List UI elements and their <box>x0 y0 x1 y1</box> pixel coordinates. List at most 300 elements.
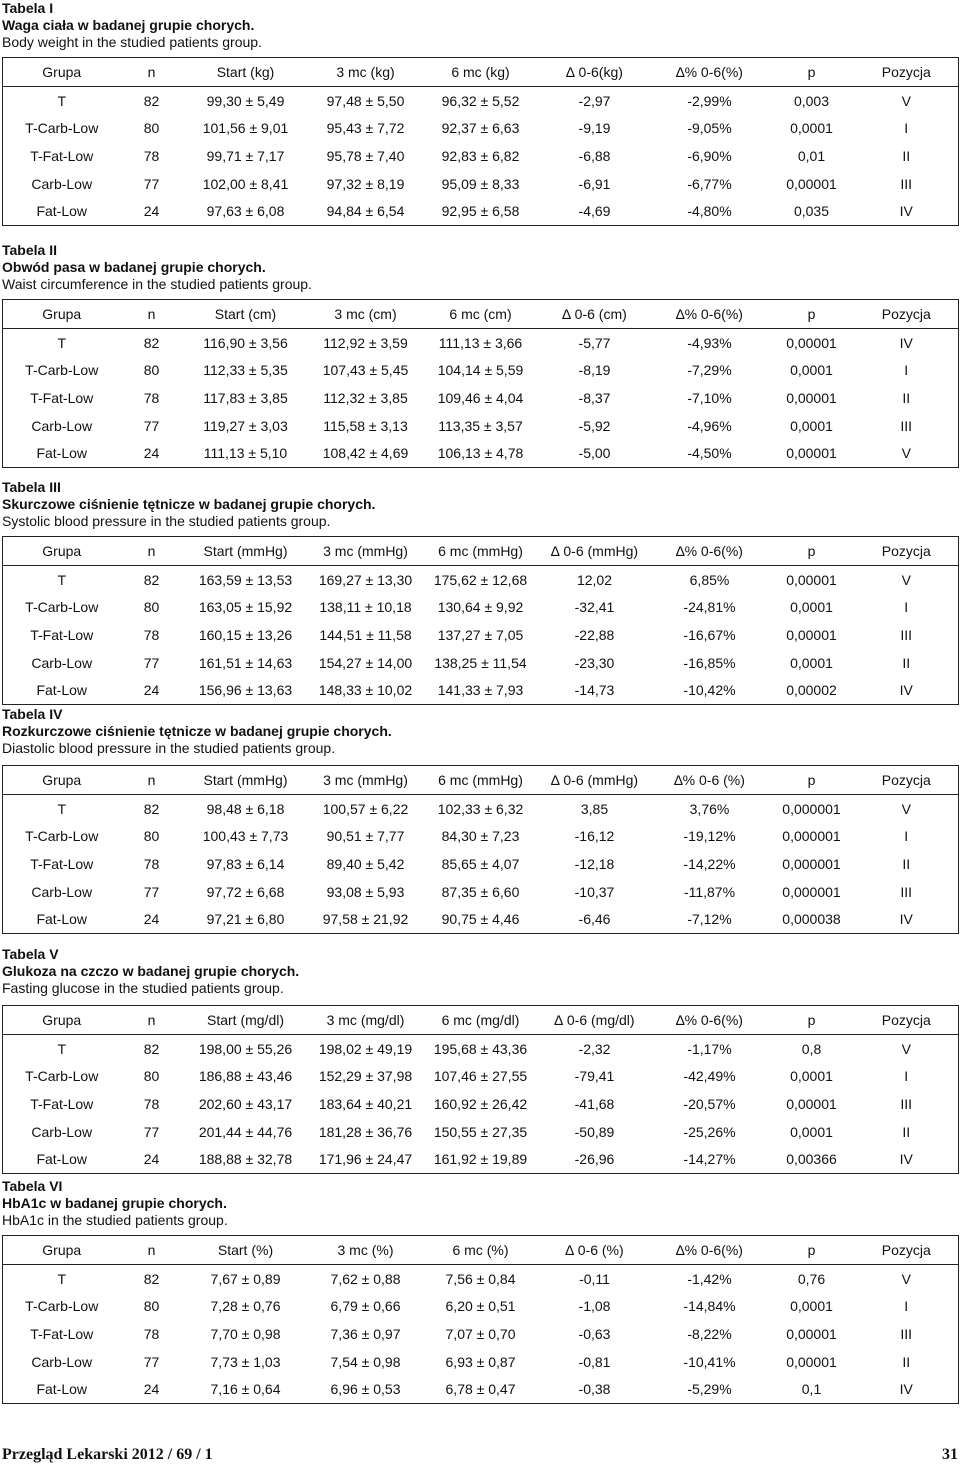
table-cell: -14,73 <box>539 676 651 704</box>
table-cell: 0,8 <box>801 1040 822 1057</box>
table-cell: -9,05% <box>687 120 732 137</box>
column-header: n <box>121 537 183 566</box>
table-cell: 95,78 ± 7,40 <box>326 147 405 164</box>
table-row <box>3 384 959 412</box>
table-cell: T-Fat-Low <box>30 626 94 643</box>
column-header: Start (kg) <box>183 58 309 87</box>
table-cell: I <box>904 828 909 845</box>
table-cell: -11,87% <box>683 883 736 900</box>
table-cell: -20,57% <box>683 1095 736 1112</box>
table-cell: T <box>57 1270 67 1287</box>
column-header: p <box>769 537 855 566</box>
table-title-en: Body weight in the studied patients group. <box>2 34 262 50</box>
table-cell: 3,76% <box>689 800 730 817</box>
table-row <box>3 1375 959 1403</box>
table-cell: 7,70 ± 0,98 <box>210 1325 281 1342</box>
column-header: 6 mc (mg/dl) <box>423 1006 539 1035</box>
table-title-en: Systolic blood pressure in the studied patients group. <box>2 513 331 529</box>
table-cell: 100,57 ± 6,22 <box>322 800 409 817</box>
column-header: 3 mc (cm) <box>309 300 423 329</box>
table-cell: 115,58 ± 3,13 <box>323 417 408 434</box>
table-cell: -5,00 <box>539 439 651 467</box>
table-cell: 90,75 ± 4,46 <box>423 905 539 933</box>
table-header-row <box>3 300 959 329</box>
table-cell: 138,11 ± 10,18 <box>319 599 412 616</box>
table-cell: V <box>901 1270 911 1287</box>
table-cell: 107,43 ± 5,45 <box>322 362 409 379</box>
table-label: Tabela II <box>2 242 57 258</box>
table-cell: -79,41 <box>574 1068 615 1085</box>
table-cell: 0,01 <box>797 147 826 164</box>
table-cell: T <box>57 571 67 588</box>
table-cell: 82 <box>143 334 160 351</box>
table-row <box>3 1292 959 1320</box>
table-cell: 6,85% <box>689 571 730 588</box>
table-row <box>3 1320 959 1348</box>
table-row <box>3 621 959 649</box>
table-cell: 85,65 ± 4,07 <box>441 855 520 872</box>
table-cell: II <box>902 1353 911 1370</box>
table-caption <box>0 706 960 757</box>
column-header: Pozycja <box>855 58 959 87</box>
table-cell: 97,32 ± 8,19 <box>326 175 405 192</box>
column-header: 3 mc (mmHg) <box>309 537 423 566</box>
table-cell: Carb-Low <box>31 883 93 900</box>
table-cell: II <box>902 389 911 406</box>
table-row <box>3 850 959 878</box>
table-cell: 7,36 ± 0,97 <box>330 1325 401 1342</box>
table-title-pl: Skurczowe ciśnienie tętnicze w badanej grupie chorych. <box>2 496 376 512</box>
column-header: Pozycja <box>855 1236 959 1265</box>
column-header: Pozycja <box>855 766 959 795</box>
table-caption <box>0 242 960 293</box>
table-cell: 90,51 ± 7,77 <box>326 828 405 845</box>
table-cell: 24 <box>121 197 183 225</box>
table-row <box>3 114 959 142</box>
table-cell: -16,85% <box>683 654 736 671</box>
table-cell: -1,42% <box>687 1270 732 1287</box>
table-cell: 77 <box>143 175 160 192</box>
table-cell: 80 <box>143 599 160 616</box>
table-caption <box>0 479 960 530</box>
table-header-row <box>3 1236 959 1265</box>
table-header-row <box>3 1006 959 1035</box>
table-cell: 0,1 <box>769 1375 855 1403</box>
table-cell: Fat-Low <box>3 1375 121 1403</box>
table-cell: 7,67 ± 0,89 <box>210 1270 281 1287</box>
column-header: 3 mc (kg) <box>309 58 423 87</box>
table-cell: 97,58 ± 21,92 <box>309 905 423 933</box>
table-cell: 82 <box>143 92 160 109</box>
table-cell: -4,50% <box>651 439 769 467</box>
table-cell: -50,89 <box>574 1123 615 1140</box>
table-cell: -5,77 <box>578 334 611 351</box>
table-cell: 161,92 ± 19,89 <box>423 1145 539 1173</box>
table-cell: 102,00 ± 8,41 <box>202 175 289 192</box>
table-row <box>3 1034 959 1062</box>
column-header: ∆ 0-6 (%) <box>539 1236 651 1265</box>
table-cell: 111,13 ± 3,66 <box>438 334 523 351</box>
column-header: p <box>769 1006 855 1035</box>
column-header: n <box>121 766 183 795</box>
table-cell: 109,46 ± 4,04 <box>437 389 524 406</box>
table-cell: 0,000001 <box>782 883 841 900</box>
table-row <box>3 328 959 356</box>
table-cell: 160,15 ± 13,26 <box>198 626 293 643</box>
table-cell: 0,00002 <box>769 676 855 704</box>
table-cell: 0,0001 <box>790 120 833 137</box>
table-cell: 82 <box>143 1040 160 1057</box>
table-cell: -5,92 <box>578 417 611 434</box>
table-cell: 201,44 ± 44,76 <box>198 1123 293 1140</box>
table-cell: 156,96 ± 13,63 <box>183 676 309 704</box>
table-cell: 150,55 ± 27,35 <box>433 1123 528 1140</box>
column-header: p <box>769 1236 855 1265</box>
table-cell: 160,92 ± 26,42 <box>433 1095 528 1112</box>
table-cell: 7,54 ± 0,98 <box>330 1353 401 1370</box>
table-row <box>3 1090 959 1118</box>
table-cell: 0,0001 <box>790 1123 833 1140</box>
table-title-en: Diastolic blood pressure in the studied patients group. <box>2 740 336 756</box>
table-cell: 163,59 ± 13,53 <box>198 571 293 588</box>
table-cell: T-Fat-Low <box>30 147 94 164</box>
table-cell: III <box>900 175 913 192</box>
table-row <box>3 1062 959 1090</box>
table-cell: 80 <box>143 1298 160 1315</box>
table-cell: 97,72 ± 6,68 <box>206 883 285 900</box>
table-cell: T-Carb-Low <box>25 828 99 845</box>
table-cell: IV <box>855 1145 959 1173</box>
table-cell: 161,51 ± 14,63 <box>198 654 293 671</box>
table-cell: 7,62 ± 0,88 <box>330 1270 401 1287</box>
table-cell: -16,67% <box>683 626 736 643</box>
column-header: ∆% 0-6(%) <box>651 1236 769 1265</box>
table-title-pl: Waga ciała w badanej grupie chorych. <box>2 17 255 33</box>
column-header: p <box>769 766 855 795</box>
table-row <box>3 412 959 440</box>
table-cell: 24 <box>121 1145 183 1173</box>
table-cell: 92,83 ± 6,82 <box>441 147 520 164</box>
table-cell: 77 <box>143 417 160 434</box>
table-cell: 0,000001 <box>782 855 841 872</box>
column-header: n <box>121 300 183 329</box>
data-table <box>2 1005 959 1174</box>
table-cell: -16,12 <box>574 828 615 845</box>
table-label: Tabela IV <box>2 706 63 722</box>
column-header: ∆ 0-6 (mmHg) <box>539 766 651 795</box>
table-cell: -14,84% <box>683 1298 736 1315</box>
table-cell: -2,32 <box>578 1040 611 1057</box>
table-cell: 3,85 <box>580 800 609 817</box>
column-header: 3 mc (mg/dl) <box>309 1006 423 1035</box>
table-cell: 0,00001 <box>786 1353 837 1370</box>
table-cell: 112,33 ± 5,35 <box>203 362 288 379</box>
table-cell: 112,32 ± 3,85 <box>323 389 408 406</box>
table-row <box>3 1348 959 1376</box>
table-cell: 0,76 <box>797 1270 826 1287</box>
table-cell: -19,12% <box>683 828 736 845</box>
column-header: Start (mmHg) <box>183 537 309 566</box>
table-cell: T-Carb-Low <box>25 1298 99 1315</box>
table-cell: T-Fat-Low <box>30 1095 94 1112</box>
table-cell: Carb-Low <box>31 1353 93 1370</box>
column-header: p <box>769 58 855 87</box>
table-cell: 116,90 ± 3,56 <box>203 334 288 351</box>
table-cell: 0,0001 <box>790 1298 833 1315</box>
column-header: 6 mc (mmHg) <box>423 537 539 566</box>
table-caption <box>0 946 960 997</box>
table-cell: Fat-Low <box>3 439 121 467</box>
table-row <box>3 197 959 225</box>
table-cell: -1,17% <box>687 1040 732 1057</box>
column-header: n <box>121 1236 183 1265</box>
column-header: Start (mmHg) <box>183 766 309 795</box>
table-cell: 112,92 ± 3,59 <box>323 334 408 351</box>
column-header: n <box>121 1006 183 1035</box>
table-cell: V <box>901 1040 911 1057</box>
table-title-en: Fasting glucose in the studied patients group. <box>2 980 284 996</box>
table-cell: IV <box>855 676 959 704</box>
table-cell: 0,000001 <box>782 800 841 817</box>
table-cell: 97,83 ± 6,14 <box>206 855 285 872</box>
table-cell: -12,18 <box>574 855 615 872</box>
table-cell: 0,0001 <box>790 362 833 379</box>
table-cell: -42,49% <box>683 1068 736 1085</box>
table-section <box>0 946 960 1174</box>
table-cell: 152,29 ± 37,98 <box>318 1068 413 1085</box>
table-cell: T-Fat-Low <box>30 389 94 406</box>
table-cell: 141,33 ± 7,93 <box>423 676 539 704</box>
table-row <box>3 822 959 850</box>
table-cell: -7,29% <box>687 362 732 379</box>
table-label: Tabela VI <box>2 1178 63 1194</box>
table-cell: -26,96 <box>539 1145 651 1173</box>
table-cell: 80 <box>143 120 160 137</box>
table-cell: -6,46 <box>539 905 651 933</box>
column-header: ∆% 0-6(%) <box>651 58 769 87</box>
column-header: ∆% 0-6 (%) <box>651 766 769 795</box>
table-cell: 7,73 ± 1,03 <box>210 1353 281 1370</box>
table-cell: 6,78 ± 0,47 <box>423 1375 539 1403</box>
table-cell: 7,28 ± 0,76 <box>210 1298 281 1315</box>
table-cell: Fat-Low <box>3 676 121 704</box>
column-header: ∆% 0-6(%) <box>651 300 769 329</box>
table-cell: 175,62 ± 12,68 <box>433 571 528 588</box>
table-title-en: Waist circumference in the studied patients group. <box>2 276 312 292</box>
table-cell: IV <box>855 1375 959 1403</box>
table-cell: 0,000038 <box>769 905 855 933</box>
column-header: Pozycja <box>855 537 959 566</box>
table-row <box>3 142 959 170</box>
table-cell: 96,32 ± 5,52 <box>441 92 520 109</box>
table-label: Tabela III <box>2 479 61 495</box>
journal-citation: Przegląd Lekarski 2012 / 69 / 1 <box>2 1446 213 1463</box>
table-cell: 100,43 ± 7,73 <box>202 828 289 845</box>
table-cell: 186,88 ± 43,46 <box>198 1068 293 1085</box>
table-cell: -25,26% <box>683 1123 736 1140</box>
data-table <box>2 299 959 468</box>
table-cell: -8,19 <box>578 362 611 379</box>
table-caption <box>0 0 960 51</box>
table-cell: 80 <box>143 828 160 845</box>
column-header: Start (%) <box>183 1236 309 1265</box>
column-header: Start (mg/dl) <box>183 1006 309 1035</box>
column-header: ∆ 0-6 (mmHg) <box>539 537 651 566</box>
table-row <box>3 356 959 384</box>
table-caption <box>0 1178 960 1229</box>
column-header: Grupa <box>3 58 121 87</box>
table-cell: -10,41% <box>683 1353 736 1370</box>
table-cell: 171,96 ± 24,47 <box>309 1145 423 1173</box>
table-cell: I <box>904 599 909 616</box>
table-cell: -10,42% <box>651 676 769 704</box>
data-table <box>2 765 959 934</box>
page-footer <box>0 1446 960 1466</box>
table-cell: T-Fat-Low <box>30 855 94 872</box>
table-cell: 202,60 ± 43,17 <box>198 1095 293 1112</box>
table-cell: -0,11 <box>579 1270 610 1287</box>
column-header: 3 mc (mmHg) <box>309 766 423 795</box>
column-header: n <box>121 58 183 87</box>
table-cell: 78 <box>143 1325 160 1342</box>
table-cell: 101,56 ± 9,01 <box>202 120 289 137</box>
table-cell: 198,00 ± 55,26 <box>198 1040 293 1057</box>
table-cell: -7,12% <box>651 905 769 933</box>
table-cell: 99,71 ± 7,17 <box>206 147 285 164</box>
table-cell: T-Carb-Low <box>25 362 99 379</box>
table-cell: 0,035 <box>769 197 855 225</box>
column-header: ∆ 0-6 (cm) <box>539 300 651 329</box>
table-cell: Fat-Low <box>3 197 121 225</box>
table-header-row <box>3 537 959 566</box>
table-cell: -4,93% <box>687 334 732 351</box>
table-cell: 77 <box>143 883 160 900</box>
table-cell: 138,25 ± 11,54 <box>434 654 527 671</box>
table-cell: I <box>904 1298 909 1315</box>
table-cell: I <box>904 120 909 137</box>
table-section <box>0 0 960 226</box>
table-cell: 130,64 ± 9,92 <box>437 599 524 616</box>
table-row <box>3 905 959 933</box>
table-row <box>3 1118 959 1146</box>
table-row <box>3 593 959 621</box>
table-cell: 95,09 ± 8,33 <box>441 175 520 192</box>
table-cell: 77 <box>143 1123 160 1140</box>
table-cell: T-Carb-Low <box>25 1068 99 1085</box>
table-cell: 93,08 ± 5,93 <box>326 883 405 900</box>
table-cell: 198,02 ± 49,19 <box>318 1040 413 1057</box>
table-cell: 84,30 ± 7,23 <box>441 828 520 845</box>
table-cell: -14,27% <box>651 1145 769 1173</box>
table-title-en: HbA1c in the studied patients group. <box>2 1212 228 1228</box>
table-cell: 181,28 ± 36,76 <box>318 1123 413 1140</box>
table-cell: -6,88 <box>578 147 611 164</box>
table-section <box>0 479 960 705</box>
table-cell: 0,00001 <box>786 1325 837 1342</box>
table-cell: -14,22% <box>683 855 736 872</box>
table-cell: 95,43 ± 7,72 <box>326 120 405 137</box>
table-row <box>3 878 959 906</box>
table-cell: IV <box>855 905 959 933</box>
table-cell: 7,07 ± 0,70 <box>445 1325 516 1342</box>
table-cell: T <box>57 800 67 817</box>
table-title-pl: HbA1c w badanej grupie chorych. <box>2 1195 227 1211</box>
column-header: 6 mc (%) <box>423 1236 539 1265</box>
table-cell: I <box>904 1068 909 1085</box>
table-cell: 7,56 ± 0,84 <box>445 1270 516 1287</box>
table-cell: I <box>904 362 909 379</box>
table-cell: III <box>900 1095 913 1112</box>
table-cell: 119,27 ± 3,03 <box>203 417 288 434</box>
table-cell: 7,16 ± 0,64 <box>183 1375 309 1403</box>
column-header: p <box>769 300 855 329</box>
table-row <box>3 565 959 593</box>
table-title-pl: Rozkurczowe ciśnienie tętnicze w badanej grupie chorych. <box>2 723 392 739</box>
table-cell: -6,77% <box>687 175 732 192</box>
table-cell: 80 <box>143 362 160 379</box>
table-cell: Carb-Low <box>31 654 93 671</box>
column-header: ∆ 0-6 (mg/dl) <box>539 1006 651 1035</box>
table-cell: 0,0001 <box>790 599 833 616</box>
table-cell: 0,0001 <box>790 417 833 434</box>
table-row <box>3 794 959 822</box>
table-cell: 0,00001 <box>786 571 837 588</box>
column-header: Grupa <box>3 766 121 795</box>
table-cell: -23,30 <box>574 654 615 671</box>
column-header: Grupa <box>3 1236 121 1265</box>
table-section <box>0 1178 960 1404</box>
table-title-pl: Glukoza na czczo w badanej grupie chorych. <box>2 963 300 979</box>
table-cell: 111,13 ± 5,10 <box>183 439 309 467</box>
table-cell: -8,37 <box>578 389 611 406</box>
table-cell: IV <box>899 334 913 351</box>
table-cell: 154,27 ± 14,00 <box>318 654 413 671</box>
table-cell: II <box>902 1123 911 1140</box>
table-cell: 195,68 ± 43,36 <box>433 1040 528 1057</box>
column-header: ∆% 0-6(%) <box>651 1006 769 1035</box>
table-cell: -8,22% <box>687 1325 732 1342</box>
table-title-pl: Obwód pasa w badanej grupie chorych. <box>2 259 266 275</box>
table-cell: 148,33 ± 10,02 <box>309 676 423 704</box>
table-cell: III <box>900 1325 913 1342</box>
table-cell: IV <box>855 197 959 225</box>
table-row <box>3 170 959 198</box>
column-header: 6 mc (kg) <box>423 58 539 87</box>
column-header: 6 mc (cm) <box>423 300 539 329</box>
table-cell: 0,0001 <box>790 654 833 671</box>
table-cell: Carb-Low <box>31 417 93 434</box>
table-cell: 24 <box>121 1375 183 1403</box>
table-label: Tabela I <box>2 0 54 16</box>
table-cell: 77 <box>143 654 160 671</box>
table-cell: 82 <box>143 800 160 817</box>
table-cell: 82 <box>143 571 160 588</box>
table-cell: 87,35 ± 6,60 <box>441 883 520 900</box>
table-cell: 183,64 ± 40,21 <box>318 1095 413 1112</box>
table-cell: 89,40 ± 5,42 <box>326 855 405 872</box>
table-row <box>3 86 959 114</box>
table-cell: -0,38 <box>539 1375 651 1403</box>
table-cell: II <box>902 855 911 872</box>
table-cell: 104,14 ± 5,59 <box>437 362 524 379</box>
table-cell: 107,46 ± 27,55 <box>433 1068 528 1085</box>
table-cell: -4,80% <box>651 197 769 225</box>
table-cell: 6,20 ± 0,51 <box>445 1298 516 1315</box>
table-cell: 106,13 ± 4,78 <box>423 439 539 467</box>
table-cell: III <box>900 417 913 434</box>
column-header: Grupa <box>3 300 121 329</box>
table-cell: 99,30 ± 5,49 <box>206 92 285 109</box>
